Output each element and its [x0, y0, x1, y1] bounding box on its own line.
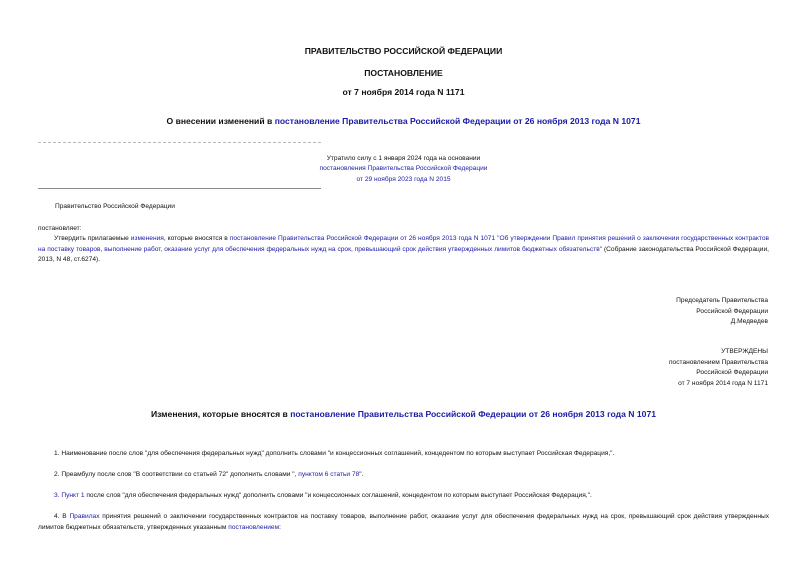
approved-line3: Российской Федерации [696, 369, 768, 377]
approve-prefix: Утвердить прилагаемые [54, 235, 131, 242]
approved-block [669, 347, 768, 389]
changes-link[interactable]: постановление Правительства Российской Федерации от 26 ноября 2013 года N 1071 [290, 409, 657, 419]
doc-type-heading: ПОСТАНОВЛЕНИЕ [364, 68, 443, 78]
expired-notice [0, 154, 807, 185]
item-4-prefix: 4. В [54, 513, 70, 520]
divider-top [38, 142, 321, 143]
subject-title [0, 116, 807, 126]
changes-prefix: Изменения, которые вносятся в [150, 409, 291, 419]
item-2-suffix: ". [359, 471, 364, 478]
divider-bottom [38, 188, 321, 189]
approved-line2: постановлением Правительства [668, 358, 768, 366]
government-heading: ПРАВИТЕЛЬСТВО РОССИЙСКОЙ ФЕДЕРАЦИИ [304, 46, 503, 56]
item-3-text: после слов "для обеспечения федеральных нужд" дополнить словами "и концессионных соглашений, концедентом по которым выступает Российская Федерация,". [84, 492, 592, 499]
changes-title [0, 409, 807, 419]
item-4-link-rules[interactable]: Правилах [69, 513, 100, 520]
body-decrees: постановляет: [38, 225, 82, 232]
approve-suffix: (Собрание законодательства Российской Федерации, 2013, N 48, ст.6274). [38, 245, 769, 264]
signature-line3: Д.Медведев [730, 318, 768, 326]
approve-link-changes[interactable]: изменения [130, 235, 164, 242]
item-4-link-decree[interactable]: постановлением [228, 523, 280, 531]
approve-paragraph [38, 234, 769, 266]
item-2-prefix: 2. Преамбулу после слов "В соответствии со статьей 72" дополнить словами ", [54, 471, 299, 478]
item-3 [38, 491, 769, 502]
item-3-link[interactable]: 3. Пункт 1 [54, 492, 85, 499]
signature-line1: Председатель Правительства [676, 297, 768, 304]
expired-link2[interactable]: от 29 ноября 2023 года N 2015 [356, 175, 451, 183]
item-4-suffix: : [279, 523, 281, 531]
approved-line4: от 7 ноября 2014 года N 1171 [678, 379, 768, 387]
approve-link-decree[interactable]: постановление Правительства Российской Федерации от 26 ноября 2013 года N 1071 "Об утверждении Правил принятия решений о заключении государственных контрактов на поставку товаров, выполнение работ, оказание услуг для обеспечения федеральных нужд на срок, превышающий срок действия утвержденных лимитов бюджетных обязательств" [38, 235, 769, 253]
signature-block [676, 296, 768, 328]
approve-mid: , которые вносятся в [163, 235, 230, 242]
item-4 [38, 512, 769, 533]
subject-link[interactable]: постановление Правительства Российской Федерации от 26 ноября 2013 года N 1071 [274, 116, 641, 126]
subject-prefix: О внесении изменений в [166, 116, 275, 126]
signature-line2: Российской Федерации [696, 307, 768, 315]
expired-line1: Утратило силу с 1 января 2024 года на основании [326, 155, 481, 162]
item-2 [38, 470, 769, 481]
body-gov: Правительство Российской Федерации [55, 203, 175, 210]
expired-link1[interactable]: постановления Правительства Российской Федерации [319, 165, 488, 173]
item-2-link[interactable]: пунктом 6 статьи 78 [298, 471, 360, 478]
item-4-text: принятия решений о заключении государственных контрактов на поставку товаров, выполнение работ, оказание услуг для обеспечения федеральных нужд на срок, превышающий срок действия утвержденных лимитов бюджетных обязательств, утвержденных указанным [38, 513, 769, 531]
approved-line1: УТВЕРЖДЕНЫ [721, 348, 768, 355]
item-1: 1. Наименование после слов "для обеспечения федеральных нужд" дополнить словами "и концессионных соглашений, концедентом по которым выступает Российская Федерация,". [54, 450, 615, 457]
doc-date-number: от 7 ноября 2014 года N 1171 [342, 87, 465, 97]
